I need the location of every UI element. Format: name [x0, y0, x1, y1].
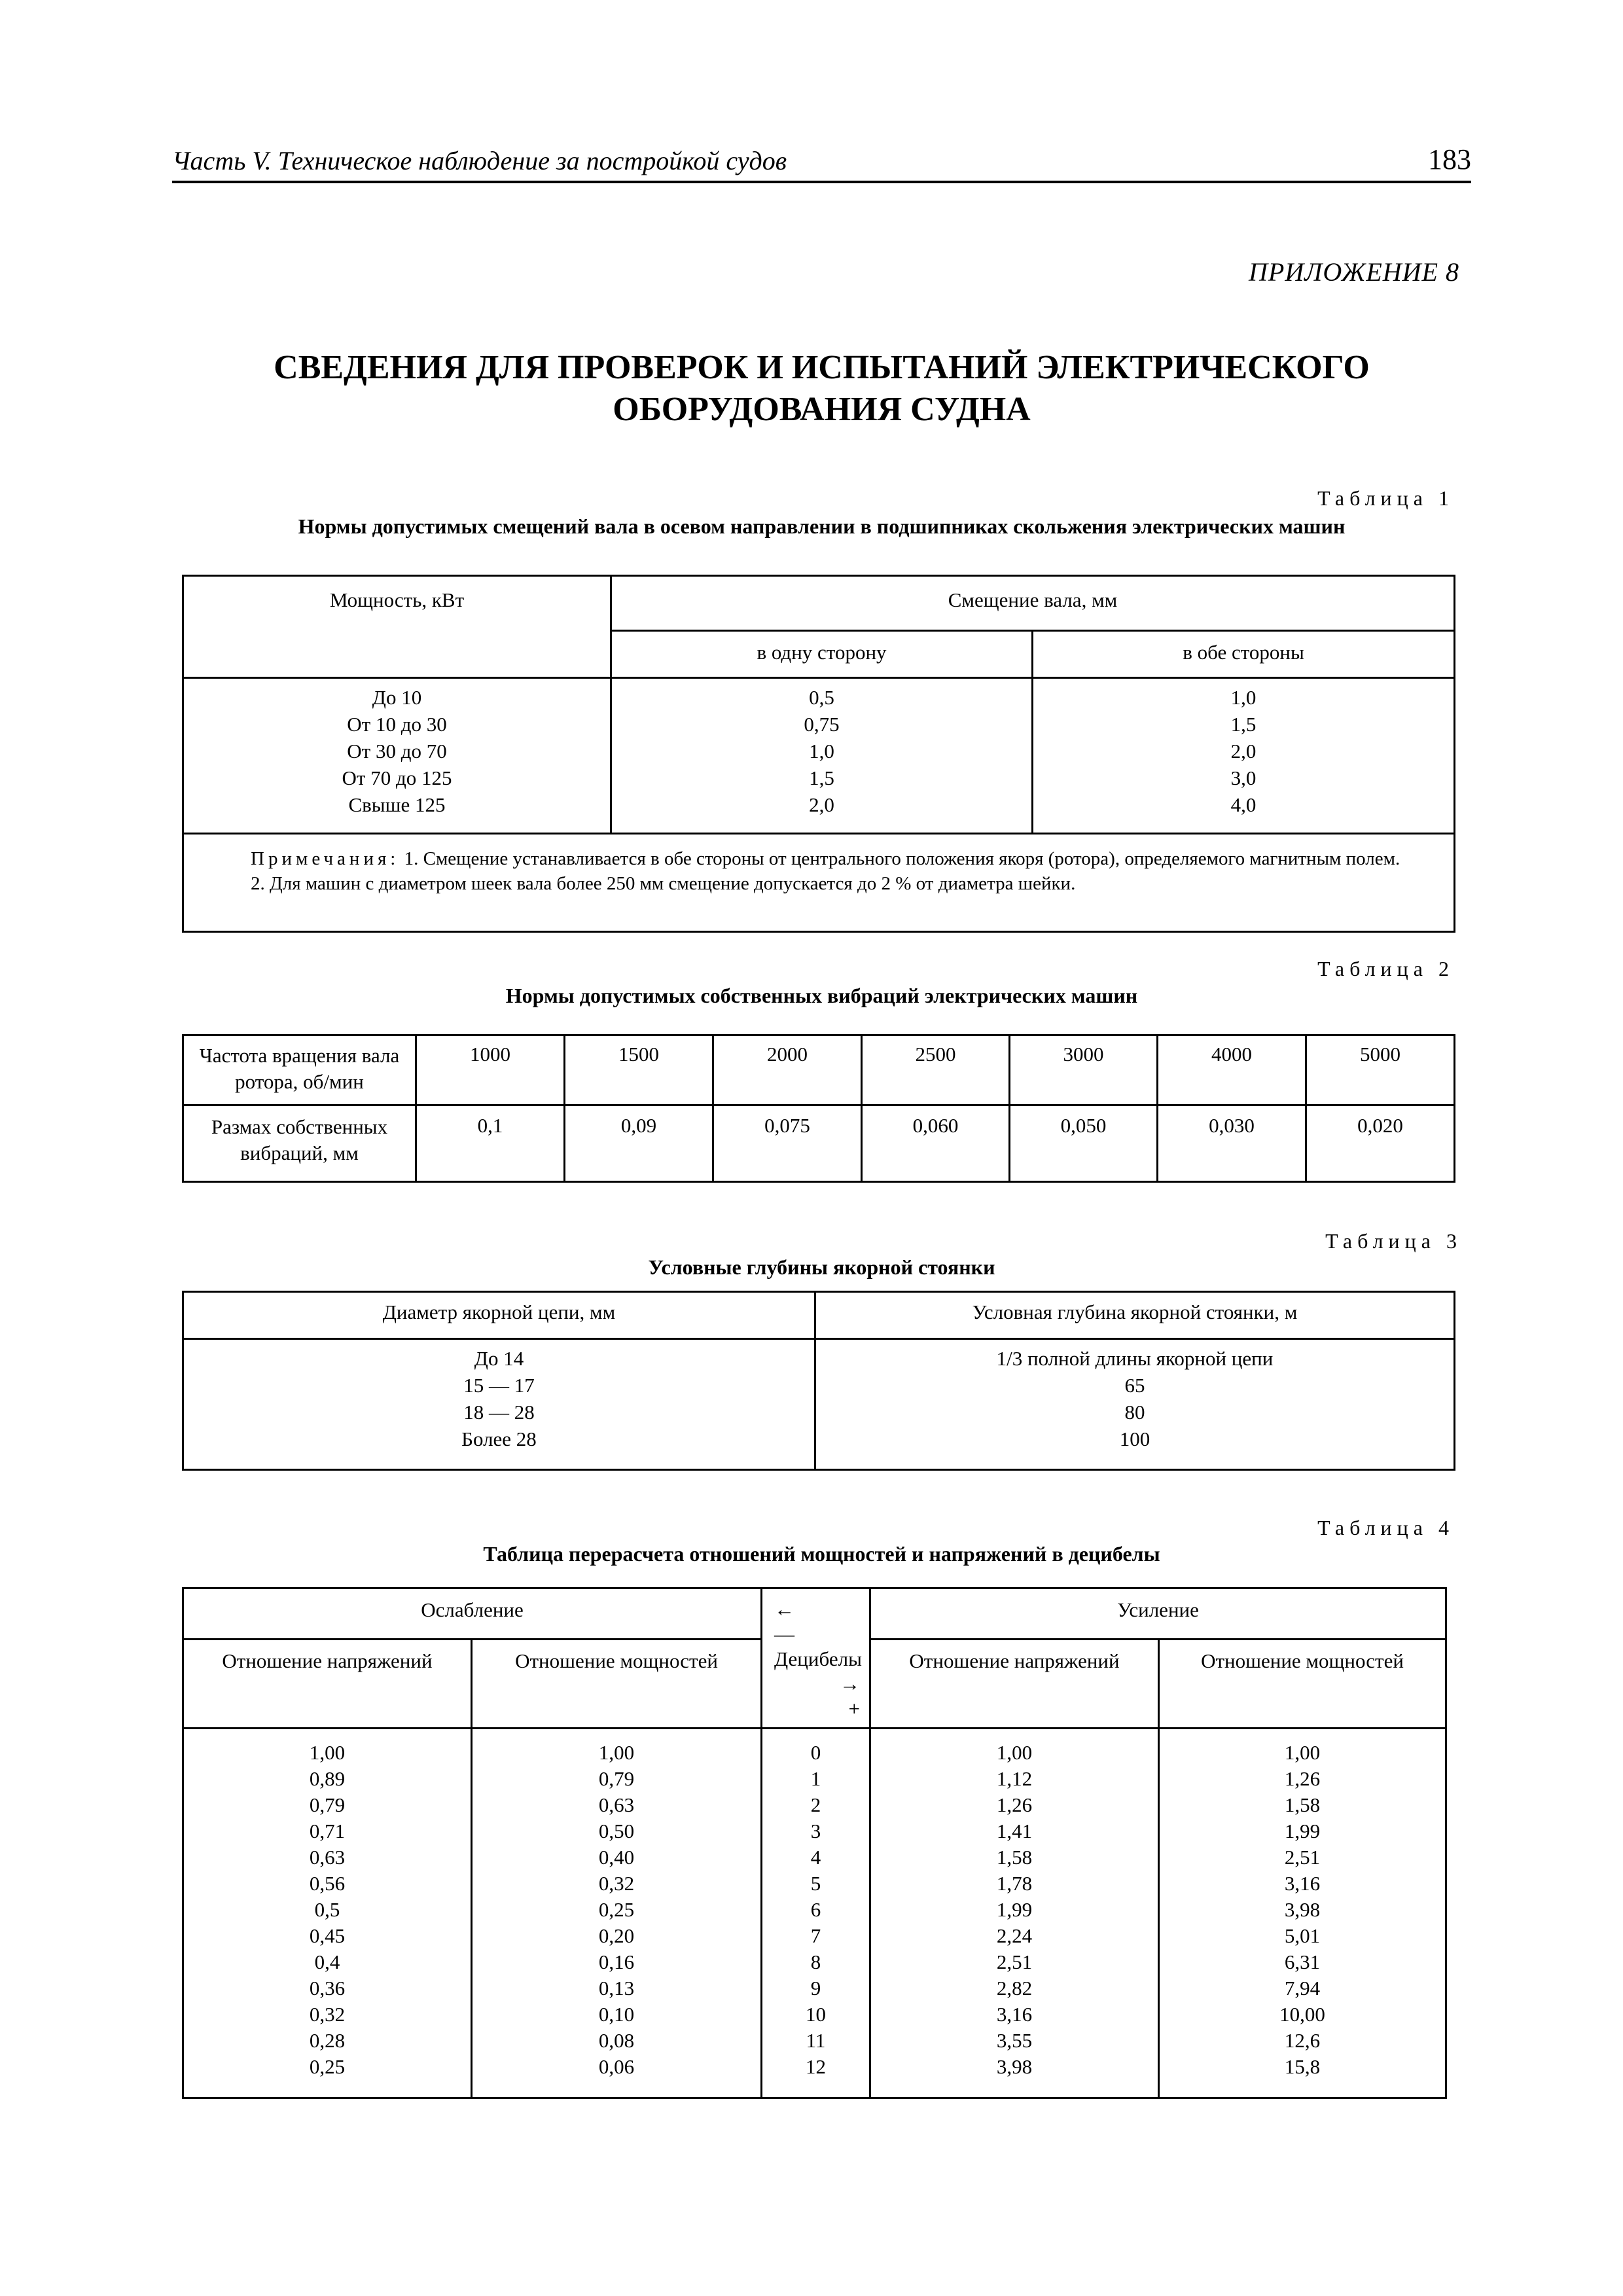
table-cell: 80: [1124, 1401, 1145, 1424]
table4-att-voltage-column: [183, 1729, 472, 2098]
table-cell: 0,020: [1306, 1105, 1455, 1182]
table-cell: 3,16: [996, 2003, 1033, 2026]
table-cell: 15,8: [1284, 2055, 1321, 2078]
table-cell: 0,89: [309, 1767, 346, 1790]
table1-number: Таблица 1: [1317, 486, 1454, 510]
table-cell: 12: [806, 2055, 827, 2078]
arrow-left-icon: ←: [774, 1598, 795, 1621]
table-cell: 6,31: [1284, 1950, 1321, 1973]
table2-row2-label: Размах собственных вибраций, мм: [183, 1105, 416, 1182]
table-cell: 1,58: [1284, 1793, 1321, 1816]
table-cell: 3: [810, 1820, 821, 1842]
table-cell: 1,99: [1284, 1820, 1321, 1842]
table-cell: 0,25: [598, 1898, 635, 1921]
table-cell: 1,00: [1284, 1741, 1321, 1764]
document-title-line-2: ОБОРУДОВАНИЯ СУДНА: [613, 391, 1031, 428]
table3-number: Таблица 3: [1325, 1229, 1462, 1253]
table-cell: 0,56: [309, 1872, 346, 1895]
table3-head-diameter: Диаметр якорной цепи, мм: [183, 1292, 815, 1339]
table4-head-att-voltage: Отношение напряжений: [183, 1640, 472, 1729]
table-cell: 0,79: [309, 1793, 346, 1816]
table-cell: 4000: [1158, 1035, 1306, 1105]
note-2: 2. Для машин с диаметром шеек вала более 250 мм смещение допускается до 2 % от диаметра шейки.: [251, 873, 1076, 894]
table-cell: 1,5: [809, 766, 834, 789]
table1-head-power: Мощность, кВт: [183, 576, 611, 678]
table-cell: 1,5: [1230, 713, 1257, 736]
table-cell: До 10: [372, 686, 422, 709]
table1-notes: [183, 834, 1455, 932]
table-cell: 3,98: [996, 2055, 1033, 2078]
table1: [182, 575, 1455, 933]
table-cell: 0,50: [598, 1820, 635, 1842]
table-cell: 8: [810, 1950, 821, 1973]
table-cell: От 70 до 125: [342, 766, 452, 789]
appendix-label: ПРИЛОЖЕНИЕ 8: [1249, 257, 1459, 287]
document-title-line-1: СВЕДЕНИЯ ДЛЯ ПРОВЕРОК И ИСПЫТАНИЙ ЭЛЕКТРИЧЕСКОГО: [274, 349, 1370, 386]
table4-head-gain-voltage: Отношение напряжений: [870, 1640, 1159, 1729]
table1-head-shift: Смещение вала, мм: [611, 576, 1455, 631]
running-title: Часть V. Техническое наблюдение за постройкой судов: [172, 146, 787, 175]
table-cell: 0,09: [565, 1105, 713, 1182]
table-cell: 1,0: [809, 740, 834, 762]
table2-caption: Нормы допустимых собственных вибраций электрических машин: [505, 984, 1138, 1007]
table-cell: 0,16: [598, 1950, 635, 1973]
minus-sign: —: [774, 1623, 795, 1645]
table-cell: 0,075: [713, 1105, 862, 1182]
plus-sign: +: [848, 1697, 861, 1720]
table3: [182, 1291, 1455, 1471]
table-cell: 3000: [1010, 1035, 1158, 1105]
table-cell: 4: [810, 1846, 821, 1869]
page-number: 183: [1428, 143, 1471, 175]
table-cell: 0,71: [309, 1820, 346, 1842]
table-cell: 1,12: [996, 1767, 1033, 1790]
document-title: [172, 347, 1471, 431]
table-cell: 0,36: [309, 1977, 346, 2000]
table-cell: От 10 до 30: [347, 713, 447, 736]
arrow-right-icon: →: [840, 1672, 861, 1695]
table-cell: 0,1: [416, 1105, 565, 1182]
table-cell: 0,5: [314, 1898, 340, 1921]
decibels-label: Децибелы: [774, 1647, 862, 1670]
table-cell: 0,4: [314, 1950, 340, 1973]
table-cell: 0,25: [309, 2055, 346, 2078]
table-cell: 9: [810, 1977, 821, 2000]
table1-head-one-side: в одну сторону: [611, 631, 1033, 678]
table4-head-att-power: Отношение мощностей: [472, 1640, 762, 1729]
table-cell: 1,78: [996, 1872, 1033, 1895]
table-cell: 2,0: [809, 793, 834, 816]
table-cell: 0,40: [598, 1846, 635, 1869]
note-label: Примечания:: [251, 848, 400, 869]
table-cell: 18 — 28: [463, 1401, 535, 1424]
table-cell: 5: [810, 1872, 821, 1895]
table-cell: 3,98: [1284, 1898, 1321, 1921]
table-cell: 3,0: [1230, 766, 1257, 789]
table-cell: 1500: [565, 1035, 713, 1105]
table-cell: 1: [810, 1767, 821, 1790]
table4-gain-power-column: [1159, 1729, 1446, 2098]
table4-gain-voltage-column: [870, 1729, 1159, 2098]
table-cell: 1000: [416, 1035, 565, 1105]
table-cell: 11: [806, 2029, 826, 2052]
table4-number: Таблица 4: [1317, 1516, 1454, 1539]
table-cell: 10,00: [1279, 2003, 1325, 2026]
table-cell: 1,99: [996, 1898, 1033, 1921]
table-cell: 2500: [862, 1035, 1010, 1105]
table-cell: 6: [810, 1898, 821, 1921]
table3-head-depth: Условная глубина якорной стоянки, м: [815, 1292, 1455, 1339]
table4-head-gain: Усиление: [870, 1588, 1446, 1640]
table-cell: 1,58: [996, 1846, 1033, 1869]
table-cell: 1,26: [996, 1793, 1033, 1816]
table4-att-power-column: [472, 1729, 762, 2098]
table-cell: 1,00: [309, 1741, 346, 1764]
table-cell: 0,06: [598, 2055, 635, 2078]
table3-diameter-column: [183, 1339, 815, 1470]
table1-power-column: [183, 678, 611, 834]
table-cell: 0: [810, 1741, 821, 1764]
table-cell: 2000: [713, 1035, 862, 1105]
table-cell: 12,6: [1284, 2029, 1321, 2052]
table-cell: 1,00: [996, 1741, 1033, 1764]
table-cell: 0,030: [1158, 1105, 1306, 1182]
table4: [182, 1587, 1447, 2099]
table-cell: От 30 до 70: [347, 740, 447, 762]
table-cell: 7: [810, 1924, 821, 1947]
table-cell: 0,08: [598, 2029, 635, 2052]
table-cell: 0,32: [309, 2003, 346, 2026]
note-1: 1. Смещение устанавливается в обе стороны от центрального положения якоря (ротора), определяемого магнитным полем.: [399, 848, 1400, 869]
table3-caption: Условные глубины якорной стоянки: [648, 1255, 995, 1279]
table-cell: Свыше 125: [348, 793, 446, 816]
table-cell: 0,060: [862, 1105, 1010, 1182]
table3-depth-column: [815, 1339, 1455, 1470]
table-cell: 1,00: [598, 1741, 635, 1764]
table-cell: 2: [810, 1793, 821, 1816]
table-cell: 0,10: [598, 2003, 635, 2026]
table-cell: 5000: [1306, 1035, 1455, 1105]
table4-decibels-column: [762, 1729, 870, 2098]
table4-caption: Таблица перерасчета отношений мощностей и напряжений в децибелы: [483, 1542, 1160, 1566]
table-cell: 0,050: [1010, 1105, 1158, 1182]
table1-caption: Нормы допустимых смещений вала в осевом направлении в подшипниках скольжения электрических машин: [298, 514, 1346, 538]
running-head: [172, 143, 1471, 183]
table1-head-both-sides: в обе стороны: [1033, 631, 1455, 678]
table-cell: Более 28: [461, 1427, 537, 1450]
table4-head-decibels: [762, 1588, 870, 1729]
table-cell: 1,41: [996, 1820, 1033, 1842]
table1-one-side-column: [611, 678, 1033, 834]
table-cell: 1/3 полной длины якорной цепи: [996, 1347, 1274, 1370]
table-cell: 2,82: [996, 1977, 1033, 2000]
table-cell: 2,0: [1230, 740, 1257, 762]
table-cell: 2,51: [1284, 1846, 1321, 1869]
table-cell: 0,32: [598, 1872, 635, 1895]
table2-number: Таблица 2: [1317, 957, 1454, 980]
table-cell: 100: [1119, 1427, 1150, 1450]
table4-head-attenuation: Ослабление: [183, 1588, 762, 1640]
table-cell: 0,13: [598, 1977, 635, 2000]
table-cell: 0,45: [309, 1924, 346, 1947]
table-cell: 15 — 17: [463, 1374, 535, 1397]
table-cell: 2,24: [996, 1924, 1033, 1947]
table-cell: 0,63: [309, 1846, 346, 1869]
table-cell: 0,20: [598, 1924, 635, 1947]
table2-row1-label: Частота вращения вала ротора, об/мин: [183, 1035, 416, 1105]
table-cell: 1,26: [1284, 1767, 1321, 1790]
table-cell: 2,51: [996, 1950, 1033, 1973]
table-cell: 10: [806, 2003, 827, 2026]
table-cell: 0,63: [598, 1793, 635, 1816]
table-cell: 1,0: [1230, 686, 1257, 709]
table-cell: 0,5: [809, 686, 834, 709]
table-cell: 7,94: [1284, 1977, 1321, 2000]
table-cell: 3,55: [996, 2029, 1033, 2052]
table-cell: 65: [1124, 1374, 1145, 1397]
table2: [182, 1034, 1455, 1183]
table-cell: 4,0: [1230, 793, 1257, 816]
table-cell: До 14: [474, 1347, 524, 1370]
table-cell: 0,79: [598, 1767, 635, 1790]
table-cell: 5,01: [1284, 1924, 1321, 1947]
table1-both-sides-column: [1033, 678, 1455, 834]
table-cell: 0,75: [804, 713, 840, 736]
table4-head-gain-power: Отношение мощностей: [1159, 1640, 1446, 1729]
table-cell: 0,28: [309, 2029, 346, 2052]
table-cell: 3,16: [1284, 1872, 1321, 1895]
